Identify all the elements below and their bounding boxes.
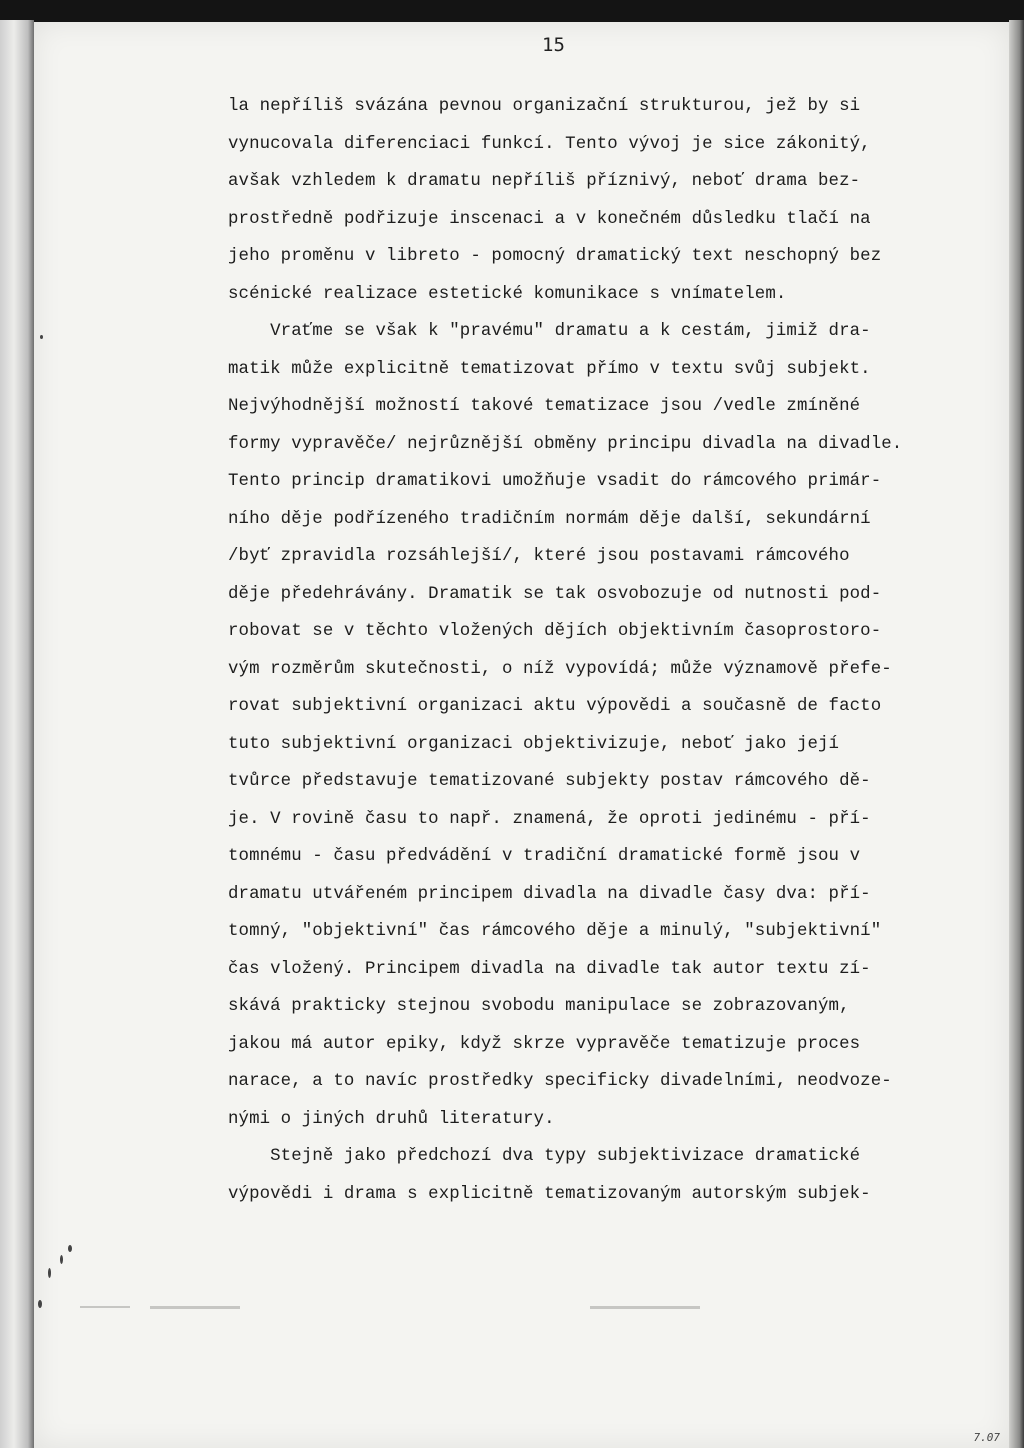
scan-speck [68, 1245, 72, 1252]
text-line: vynucovala diferenciaci funkcí. Tento vývoj je sice zákonitý, [228, 134, 871, 154]
text-line: výpovědi i drama s explicitně tematizovaným autorským subjek- [228, 1184, 871, 1204]
text-line: nými o jiných druhů literatury. [228, 1109, 555, 1129]
text-line: jakou má autor epiky, když skrze vypravěče tematizuje proces [228, 1034, 861, 1054]
corner-mark: 7.07 [973, 1431, 1000, 1444]
body-text [228, 88, 948, 1213]
text-line: matik může explicitně tematizovat přímo v textu svůj subjekt. [228, 359, 871, 379]
scan-smudge [150, 1306, 240, 1309]
text-line: scénické realizace estetické komunikace s vnímatelem. [228, 284, 787, 304]
text-line: /byť zpravidla rozsáhlejší/, které jsou postavami rámcového [228, 547, 850, 566]
text-line: avšak vzhledem k dramatu nepříliš příznivý, neboť drama bez- [228, 172, 861, 191]
text-line: Tento princip dramatikovi umožňuje vsadit do rámcového primár- [228, 472, 882, 491]
scan-speck [48, 1268, 51, 1278]
text-line: formy vypravěče/ nejrůznější obměny principu divadla na divadle. [228, 434, 903, 454]
scan-top-border [0, 0, 1024, 24]
text-line: la nepříliš svázána pevnou organizační strukturou, jež by si [228, 97, 861, 116]
text-line: rovat subjektivní organizaci aktu výpovědi a současně de facto [228, 697, 882, 716]
text-line: Vraťme se však k "pravému" dramatu a k cestám, jimiž dra- [228, 322, 871, 341]
text-line: skává prakticky stejnou svobodu manipulace se zobrazovaným, [228, 997, 850, 1016]
page-number: 15 [542, 34, 565, 56]
text-line: tomnému - času předvádění v tradiční dramatické formě jsou v [228, 847, 861, 866]
scan-smudge [80, 1306, 130, 1308]
text-line: děje předehrávány. Dramatik se tak osvobozuje od nutnosti pod- [228, 584, 882, 604]
scan-speck [60, 1255, 63, 1264]
text-line: prostředně podřizuje inscenaci a v konečném důsledku tlačí na [228, 209, 871, 229]
text-line: dramatu utvářeném principem divadla na divadle časy dva: pří- [228, 884, 871, 904]
scan-right-edge [1009, 20, 1024, 1448]
scan-speck [38, 1300, 42, 1308]
text-line: vým rozměrům skutečnosti, o níž vypovídá; může významově přefe- [228, 659, 892, 679]
text-line: Stejně jako předchozí dva typy subjektivizace dramatické [228, 1147, 861, 1166]
text-line: jeho proměnu v libreto - pomocný dramatický text neschopný bez [228, 247, 882, 266]
text-line: narace, a to navíc prostředky specificky divadelními, neodvoze- [228, 1072, 892, 1091]
text-line: je. V rovině času to např. znamená, že oproti jedinému - pří- [228, 809, 871, 829]
scan-smudge [590, 1306, 700, 1309]
text-line: Nejvýhodnější možností takové tematizace jsou /vedle zmíněné [228, 397, 861, 416]
text-line: tvůrce představuje tematizované subjekty postav rámcového dě- [228, 772, 871, 791]
text-line: ního děje podřízeného tradičním normám děje další, sekundární [228, 509, 871, 529]
text-line: tomný, "objektivní" čas rámcového děje a minulý, "subjektivní" [228, 922, 882, 941]
text-line: tuto subjektivní organizaci objektivizuje, neboť jako její [228, 734, 840, 754]
text-line: čas vložený. Principem divadla na divadle tak autor textu zí- [228, 959, 871, 979]
text-line: robovat se v těchto vložených dějích objektivním časoprostoro- [228, 622, 882, 641]
scan-left-edge [0, 20, 34, 1448]
scan-speck [40, 335, 43, 339]
